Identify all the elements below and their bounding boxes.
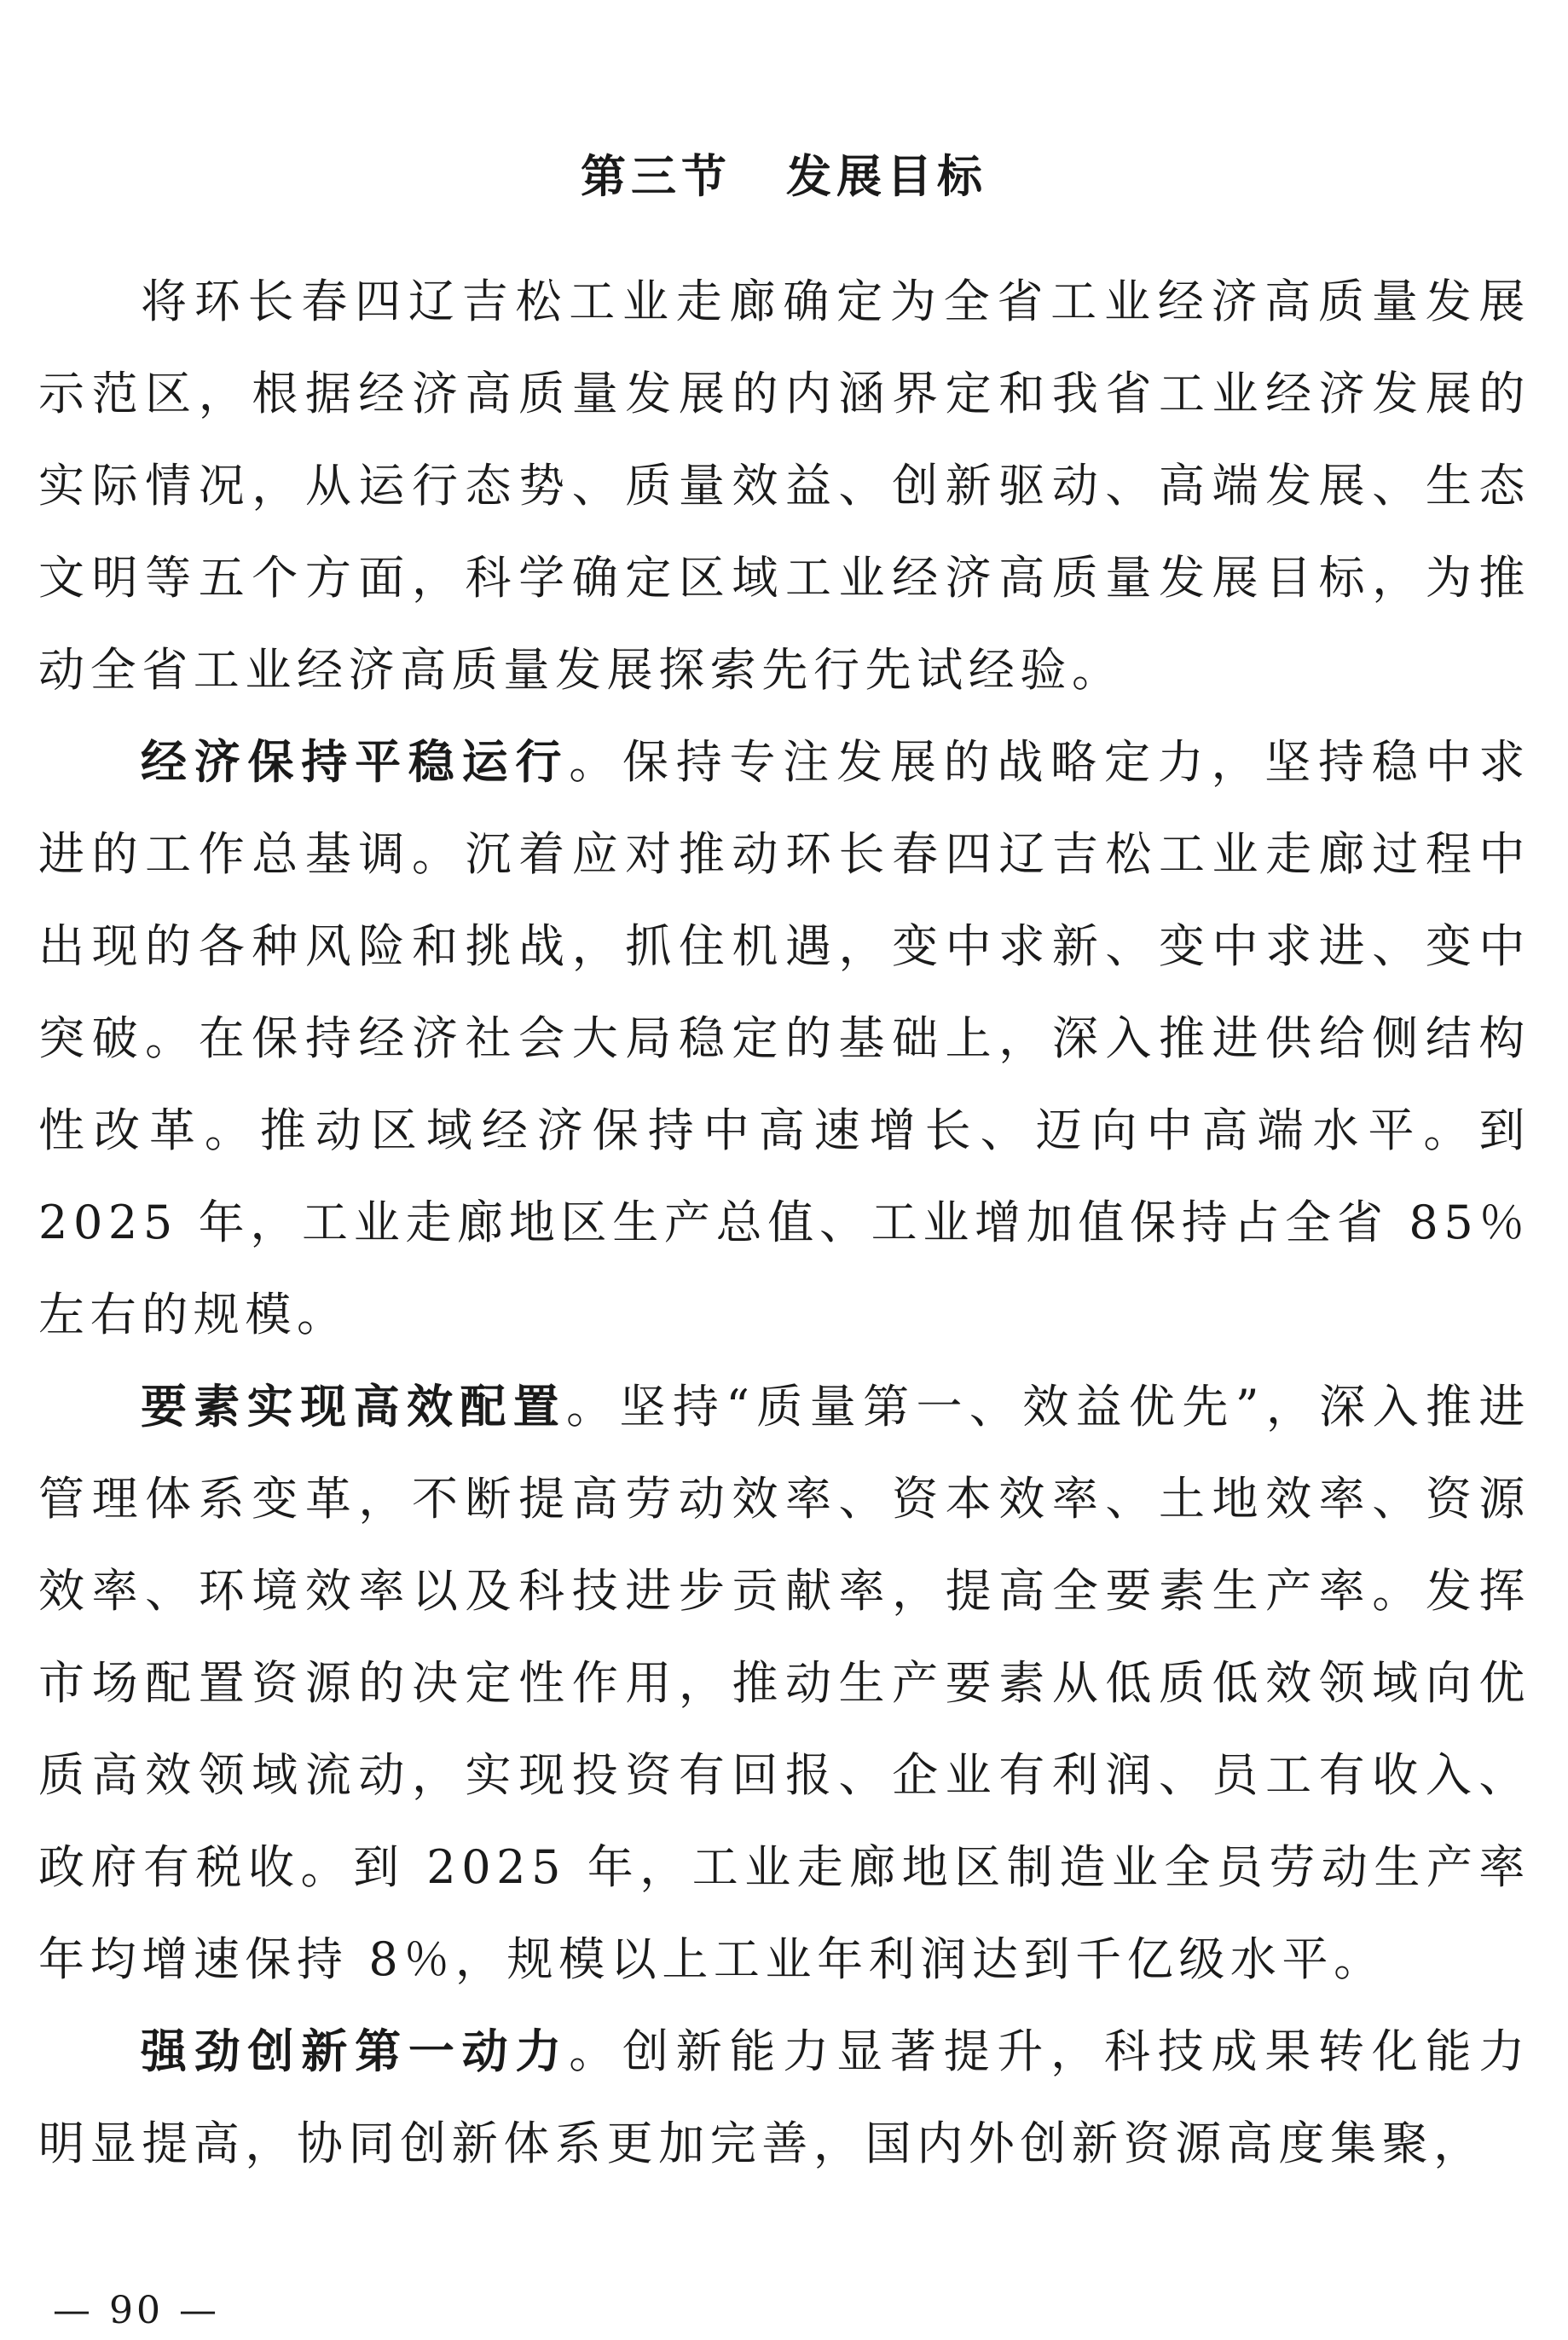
paragraph-intro-text: 将环长春四辽吉松工业走廊确定为全省工业经济高质量发展示范区，根据经济高质量发展的内涵界定和我省工业经济发展的实际情况，从运行态势、质量效益、创新驱动、高端发展、生态文明等五个方面，科学确定区域工业经济高质量发展目标，为推动全省工业经济高质量发展探索先行先试经验。 (38, 275, 1530, 697)
page-number: — 90 — (53, 2289, 220, 2332)
paragraph-factors-lead: 要素实现高效配置 (141, 1380, 567, 1434)
section-number: 第三节 (581, 151, 732, 203)
section-heading-text: 发展目标 (786, 151, 987, 203)
paragraph-factors (38, 1361, 1530, 2006)
section-title (0, 143, 1568, 211)
paragraph-intro (38, 256, 1530, 716)
paragraph-innovation-lead: 强劲创新第一动力 (141, 2024, 570, 2078)
paragraph-economy-lead: 经济保持平稳运行 (141, 735, 570, 789)
paragraph-economy (38, 716, 1530, 1361)
body-text (38, 256, 1530, 2190)
paragraph-innovation (38, 2006, 1530, 2190)
paragraph-factors-text: 。坚持“质量第一、效益优先”，深入推进管理体系变革，不断提高劳动效率、资本效率、土地效率、资源效率、环境效率以及科技进步贡献率，提高全要素生产率。发挥市场配置资源的决定性作用，推动生产要素从低质低效领域向优质高效领域流动，实现投资有回报、企业有利润、员工有收入、政府有税收。到 2025 年，工业走廊地区制造业全员劳动生产率年均增速保持 8％，规模以上工业年利润达到千亿级水平。 (38, 1380, 1530, 1986)
paragraph-economy-text: 。保持专注发展的战略定力，坚持稳中求进的工作总基调。沉着应对推动环长春四辽吉松工业走廊过程中出现的各种风险和挑战，抓住机遇，变中求新、变中求进、变中突破。在保持经济社会大局稳定的基础上，深入推进供给侧结构性改革。推动区域经济保持中高速增长、迈向中高端水平。到 2025 年，工业走廊地区生产总值、工业增加值保持占全省 85％左右的规模。 (38, 735, 1530, 1341)
paragraph-innovation-text: 。创新能力显著提升，科技成果转化能力明显提高，协同创新体系更加完善，国内外创新资源高度集聚， (38, 2024, 1530, 2170)
